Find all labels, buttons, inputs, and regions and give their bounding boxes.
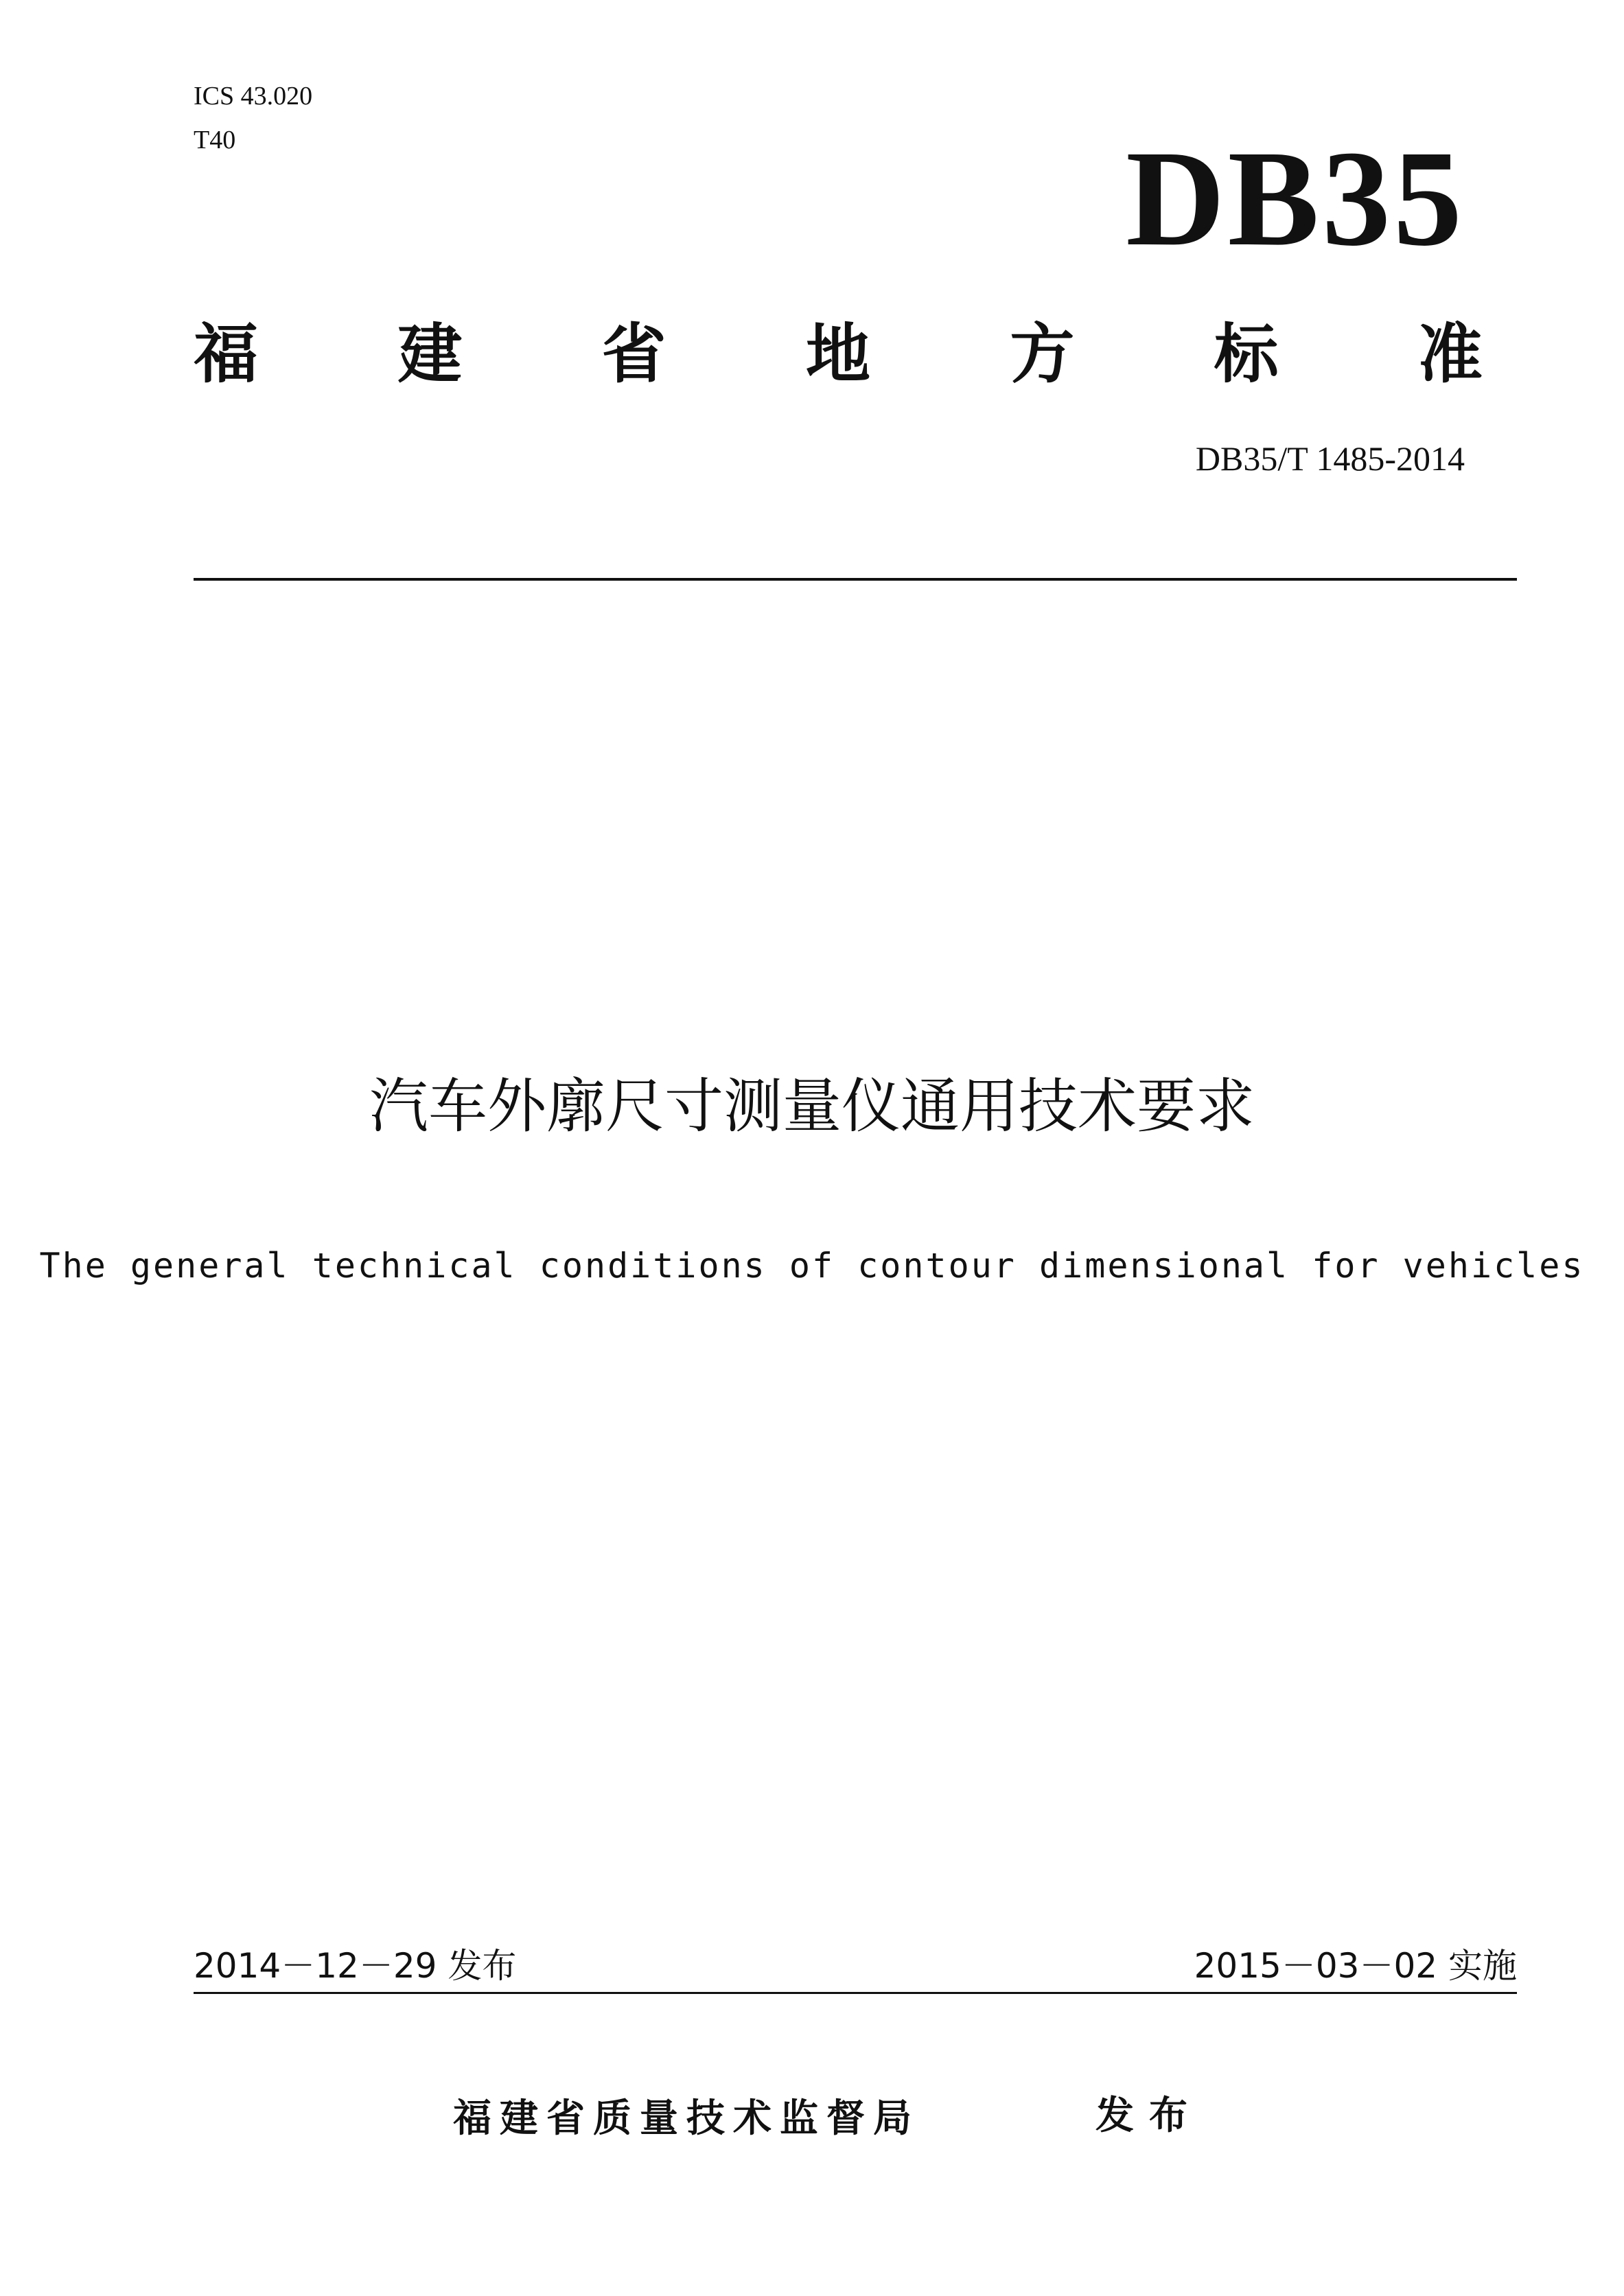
issue-label: 发布 xyxy=(1095,2094,1203,2138)
standard-type-char: 标 xyxy=(1214,317,1279,392)
standard-number: DB35/T 1485-2014 xyxy=(1195,439,1465,478)
effective-date: 2015－03－02 实施 xyxy=(1194,1946,1517,1986)
publish-date: 2014－12－29 发布 xyxy=(194,1946,517,1986)
standard-type-char: 建 xyxy=(397,317,463,392)
standard-type-char: 省 xyxy=(601,317,666,392)
title-english: The general technical conditions of contour dimensional for vehicles xyxy=(39,1246,1585,1286)
standard-type-char: 地 xyxy=(805,317,870,392)
classification-code: T40 xyxy=(194,126,236,154)
ics-code: ICS 43.020 xyxy=(194,82,313,111)
standard-type-char: 准 xyxy=(1417,317,1483,392)
header-divider xyxy=(194,578,1517,581)
standard-type-heading xyxy=(194,317,1483,393)
standard-mark: DB35 xyxy=(1126,123,1465,275)
issuing-authority: 福建省质量技术监督局 xyxy=(453,2096,920,2141)
standard-type-char: 福 xyxy=(194,317,259,392)
title-chinese: 汽车外廓尺寸测量仪通用技术要求 xyxy=(369,1072,1255,1141)
footer-divider xyxy=(194,1992,1517,1994)
standard-type-char: 方 xyxy=(1010,317,1075,392)
